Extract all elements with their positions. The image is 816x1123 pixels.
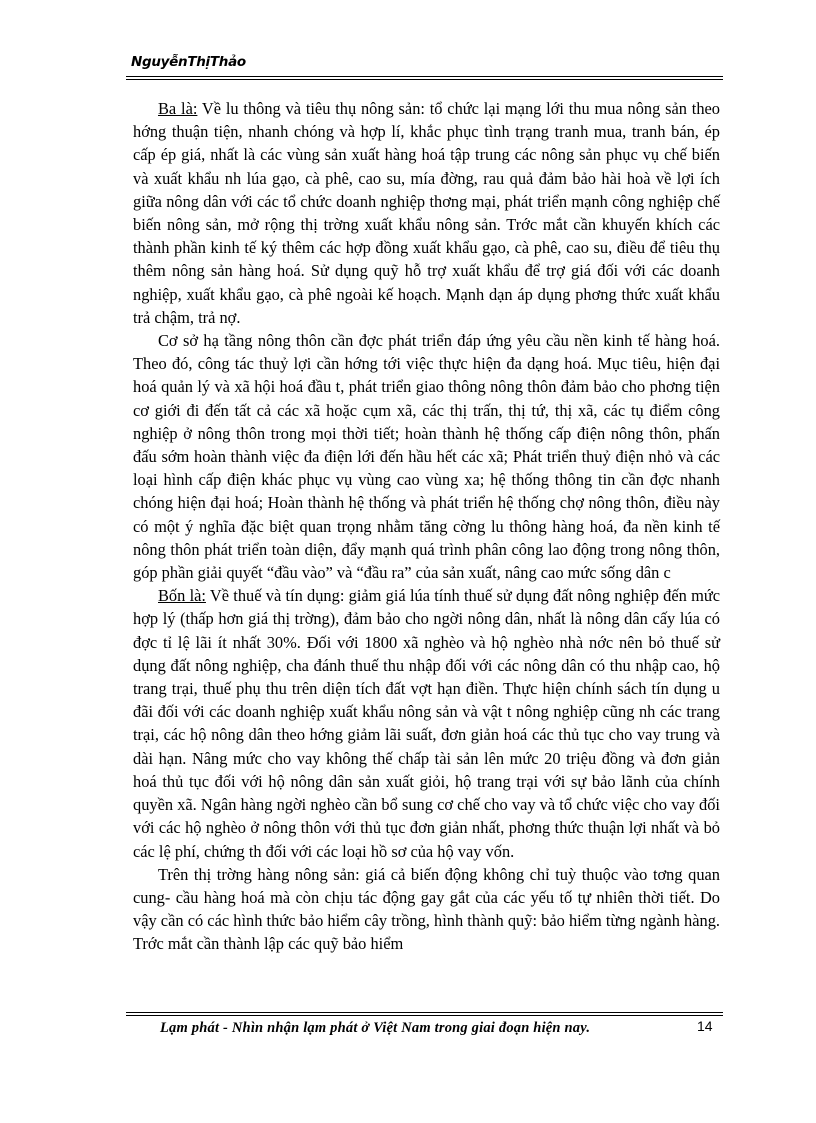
header-double-rule <box>126 76 723 80</box>
paragraph-text: Cơ sở hạ tầng nông thôn cần đợc phát triển đáp ứng yêu cầu nền kinh tế hàng hoá. Theo đó, công tác thuỷ lợi cần hớng tới việc thực hiện đa dạng hoá. Mục tiêu, hiện đại hoá quản lý và xã hội hoá đầu t, phát triển giao thông nông thôn đảm bảo cho phơng tiện cơ giới đi đến tất cả các xã hoặc cụm xã, các thị trấn, thị tứ, thị xã, các tụ điểm công nghiệp ở nông thôn trong mọi thời tiết; hoàn thành hệ thống cấp điện nông thôn, phấn đấu sớm hoàn thành việc đa điện lới đến hầu hết các xã; Phát triển thuỷ điện nhỏ và các loại hình cấp điện khác phục vụ vùng cao vùng xa; hệ thống thông tin cần đợc nhanh chóng hiện đại hoá; Hoàn thành hệ thống và phát triển hệ thống chợ nông thôn, điều này có một ý nghĩa đặc biệt quan trọng nhằm tăng cờng lu thông hàng hoá, đa nền kinh tế nông thôn phát triển toàn diện, đẩy mạnh quá trình phân công lao động trong nông thôn, góp phần giải quyết “đầu vào” và “đầu ra” của sản xuất, nâng cao mức sống dân c <box>133 331 720 583</box>
header-author: NguyễnThịThảo <box>131 54 246 70</box>
footer-double-rule <box>126 1012 723 1016</box>
paragraph-lead: Ba là: <box>158 99 198 118</box>
paragraph-text: Về thuế và tín dụng: giảm giá lúa tính thuế sử dụng đất nông nghiệp đến mức hợp lý (thấp hơn giá thị trờng), đảm bảo cho ngời nông dân, nhất là nông dân cấy lúa có đợc tỉ lệ lãi ít nhất 30%. Đối với 1800 xã nghèo và hộ nghèo nhà nớc nên bỏ thuế sử dụng đất nông nghiệp, cha đánh thuế thu nhập đối với các nông dân có thu nhập cao, hộ trang trại, thuế phụ thu trên diện tích đất vợt hạn điền. Thực hiện chính sách tín dụng u đãi đối với các doanh nghiệp xuất khẩu nông sản và vật t nông nghiệp cũng nh các trang trại, các hộ nông dân theo hớng giảm lãi suất, đơn giản hoá các thủ tục cho vay trung và dài hạn. Nâng mức cho vay không thế chấp tài sản lên mức 20 triệu đồng và đơn giản hoá thủ tục đối với hộ nông dân sản xuất giỏi, hộ trang trại với sự bảo lãnh của chính quyền xã. Ngân hàng ngời nghèo cần bổ sung cơ chế cho vay và tổ chức việc cho vay đối với các hộ nghèo ở nông thôn với thủ tục đơn giản nhất, phơng thức thuận lợi nhất và bỏ các lệ phí, chứng th đối với các loại hồ sơ của hộ vay vốn. <box>133 586 720 861</box>
footer-title: Lạm phát - Nhìn nhận lạm phát ở Việt Nam trong giai đoạn hiện nay. <box>160 1020 591 1036</box>
document-body <box>133 97 720 956</box>
paragraph-thi-truong <box>133 863 720 956</box>
paragraph-lead: Bốn là: <box>158 586 206 606</box>
paragraph-bon-la <box>133 584 720 862</box>
page-number: 14 <box>697 1018 713 1034</box>
paragraph-text: Trên thị trờng hàng nông sản: giá cả biến động không chỉ tuỳ thuộc vào tơng quan cung- cầu hàng hoá mà còn chịu tác động gay gắt của các yếu tố tự nhiên thời tiết. Do vậy cần có các hình thức bảo hiểm cây trồng, hình thành quỹ: bảo hiểm từng ngành hàng. Trớc mắt cần thành lập các quỹ bảo hiểm <box>133 864 720 954</box>
paragraph-co-so-ha-tang <box>133 329 720 584</box>
paragraph-text: Về lu thông và tiêu thụ nông sản: tổ chức lại mạng lới thu mua nông sản theo hớng thuận tiện, nhanh chóng và hợp lí, khắc phục tình trạng tranh mua, tranh bán, ép cấp ép giá, nhất là các vùng sản xuất hàng hoá tập trung các nông sản phục vụ chế biến và xuất khẩu nh lúa gạo, cà phê, cao su, mía đờng, rau quả đảm bảo hài hoà về lợi ích giữa nông dân với các tổ chức doanh nghiệp thơng mại, phát triển mạnh công nghiệp chế biến nông sản, mở rộng thị trờng xuất khẩu nông sản. Trớc mắt cần khuyến khích các thành phần kinh tế ký thêm các hợp đồng xuất khẩu gạo, cà phê, cao su, điều để tiêu thụ thêm nông sản hàng hoá. Sử dụng quỹ hỗ trợ xuất khẩu để trợ giá đối với các doanh nghiệp, xuất khẩu gạo, cà phê ngoài kế hoạch. Mạnh dạn áp dụng phơng thức xuất khẩu trả chậm, trả nợ. <box>133 99 720 327</box>
paragraph-ba-la <box>133 97 720 329</box>
